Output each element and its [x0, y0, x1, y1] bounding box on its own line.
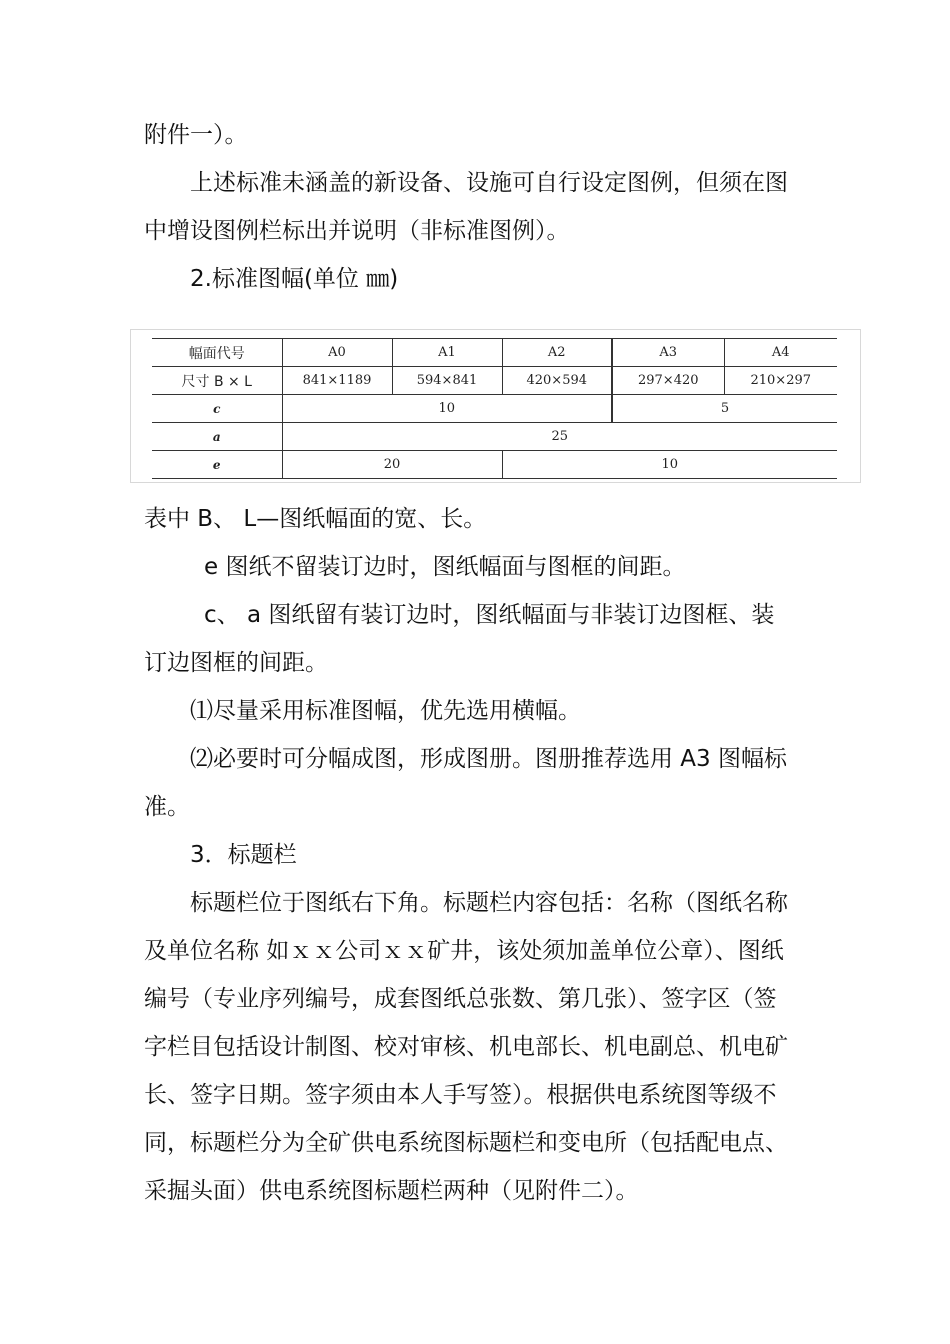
- table-cell: 幅面代号: [152, 339, 282, 367]
- table-cell: 20: [282, 451, 502, 479]
- table-cell: A1: [392, 339, 502, 367]
- table-cell: 210×297: [724, 367, 837, 395]
- list-item: ⑴尽量采用标准图幅，优先选用横幅。: [190, 698, 581, 724]
- table-cell: 10: [502, 451, 837, 479]
- table-cell: 841×1189: [282, 367, 392, 395]
- paragraph-line: 中增设图例栏标出并说明（非标准图例）。: [144, 218, 570, 244]
- paragraph-line: c、 a 图纸留有装订边时，图纸幅面与非装订边图框、装: [204, 602, 775, 628]
- paragraph-line: 上述标准未涵盖的新设备、设施可自行设定图例，但须在图: [190, 170, 788, 196]
- paragraph-line: 编号（专业序列编号，成套图纸总张数、第几张）、签字区（签: [144, 986, 777, 1012]
- paragraph-line: 同，标题栏分为全矿供电系统图标题栏和变电所（包括配电点、: [144, 1130, 788, 1156]
- paper-size-table: [152, 338, 837, 479]
- table-cell: A4: [724, 339, 837, 367]
- table-cell: A3: [612, 339, 724, 367]
- table-cell: 5: [612, 395, 837, 423]
- table-cell: A0: [282, 339, 392, 367]
- paragraph-line: e 图纸不留装订边时，图纸幅面与图框的间距。: [204, 554, 686, 580]
- table-cell: e: [152, 451, 282, 479]
- paragraph-line: 准。: [144, 794, 190, 820]
- table-row: [152, 451, 837, 479]
- paragraph-line: 标题栏位于图纸右下角。标题栏内容包括：名称（图纸名称: [190, 890, 788, 916]
- list-item: ⑵必要时可分幅成图，形成图册。图册推荐选用 A3 图幅标: [190, 746, 787, 772]
- paragraph-line: 附件一）。: [144, 122, 248, 148]
- table-row: [152, 423, 837, 451]
- section-heading: 2.标准图幅(单位 ㎜): [190, 266, 399, 292]
- table-cell: 420×594: [502, 367, 612, 395]
- table-row: [152, 395, 837, 423]
- paragraph-line: 字栏目包括设计制图、校对审核、机电部长、机电副总、机电矿: [144, 1034, 788, 1060]
- table-cell: 594×841: [392, 367, 502, 395]
- paragraph-line: 订边图框的间距。: [144, 650, 328, 676]
- paper-size-table-figure: [130, 329, 861, 483]
- table-cell: A2: [502, 339, 612, 367]
- table-cell: a: [152, 423, 282, 451]
- table-cell: c: [152, 395, 282, 423]
- table-row: [152, 339, 837, 367]
- paragraph-line: 表中 B、 L—图纸幅面的宽、长。: [144, 506, 487, 532]
- paragraph-line: 及单位名称 如ｘｘ公司ｘｘ矿井，该处须加盖单位公章）、图纸: [144, 938, 784, 964]
- paragraph-line: 长、签字日期。签字须由本人手写签）。根据供电系统图等级不: [144, 1082, 777, 1108]
- table-cell: 10: [282, 395, 612, 423]
- table-row: [152, 367, 837, 395]
- paragraph-line: 采掘头面）供电系统图标题栏两种（见附件二）。: [144, 1178, 639, 1204]
- section-heading: 3．标题栏: [190, 842, 297, 868]
- table-cell: 尺寸 B × L: [152, 367, 282, 395]
- table-cell: 297×420: [612, 367, 724, 395]
- table-cell: 25: [282, 423, 837, 451]
